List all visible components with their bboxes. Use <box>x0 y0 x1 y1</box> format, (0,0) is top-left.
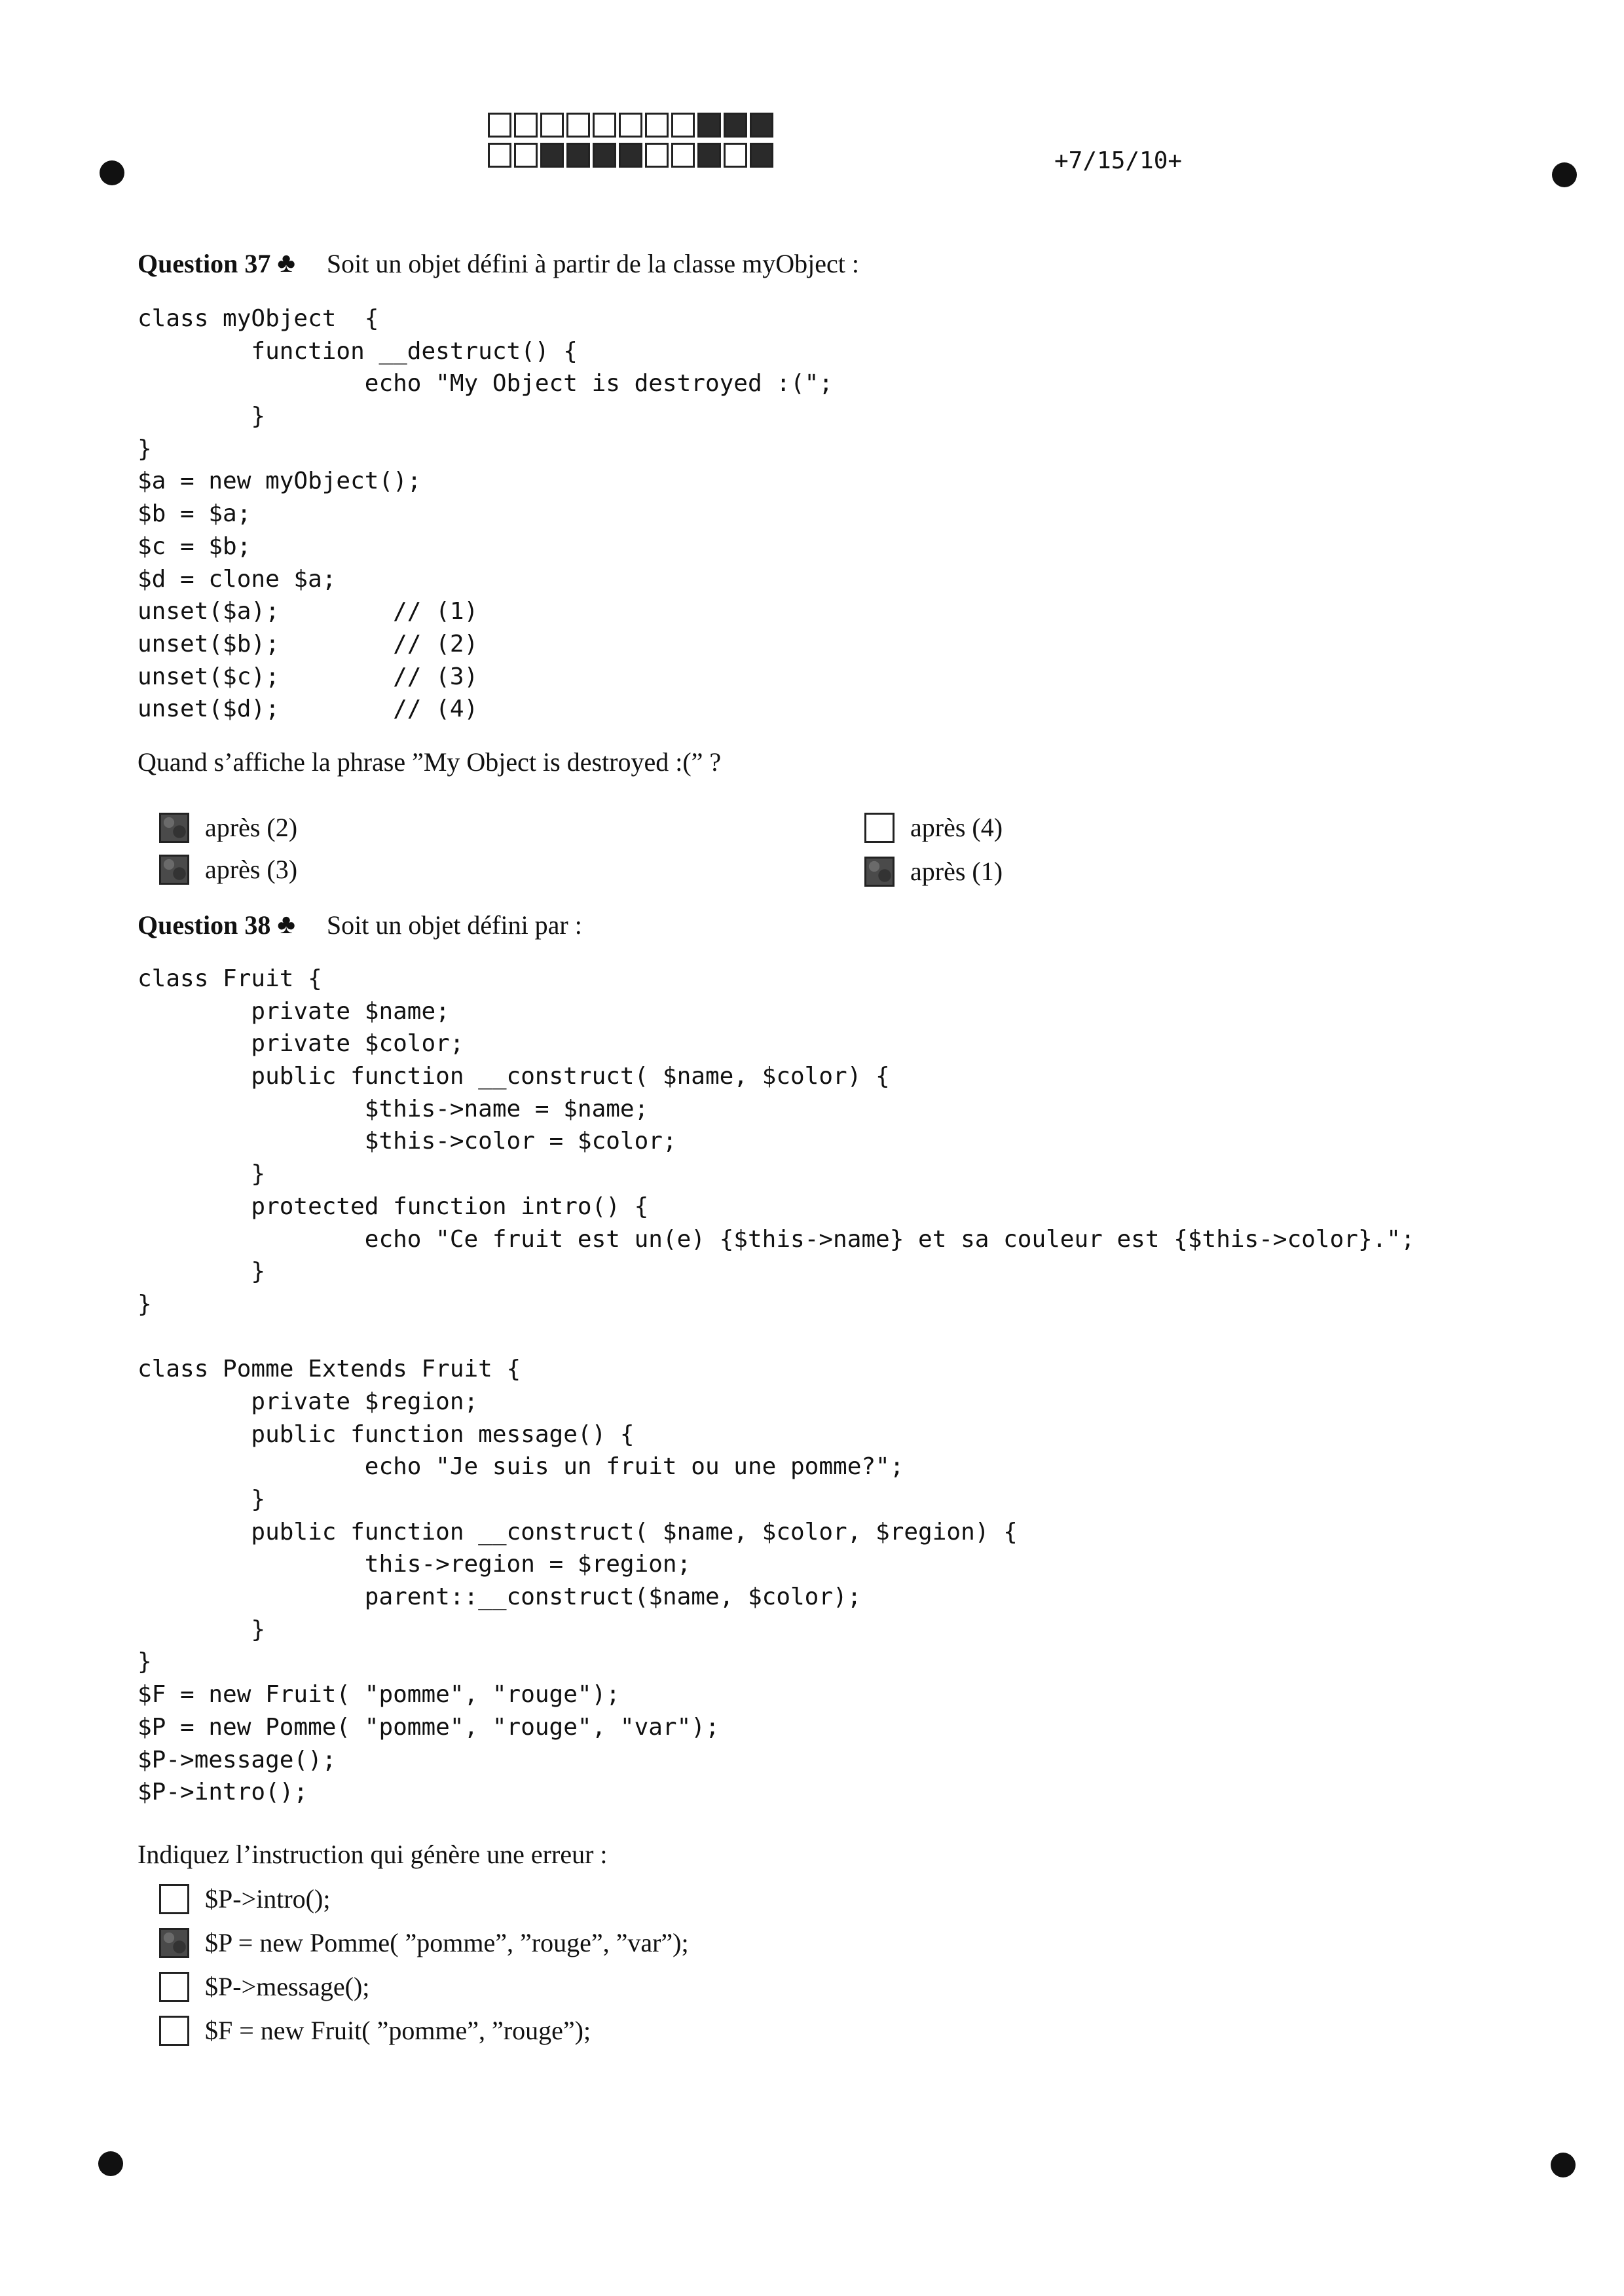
code-line: private $color; <box>138 1030 464 1058</box>
club-icon: ♣ <box>277 910 295 940</box>
answer-label: $P = new Pomme( ”pomme”, ”rouge”, ”var”); <box>205 1928 689 1957</box>
code-line: function __destruct() { <box>138 337 578 365</box>
answer-option[interactable] <box>864 856 1003 887</box>
code-line: unset($c); // (3) <box>138 663 479 690</box>
question-37-code-block <box>138 303 833 726</box>
code-line: class Pomme Extends Fruit { <box>138 1356 521 1383</box>
code-line: public function __construct( $name, $color) { <box>138 1063 890 1090</box>
barcode-cell <box>671 113 695 138</box>
code-line: $F = new Fruit( "pomme", "rouge"); <box>138 1681 620 1709</box>
club-icon: ♣ <box>277 248 295 278</box>
answer-label: après (4) <box>910 813 1003 842</box>
code-line: $b = $a; <box>138 500 251 528</box>
answer-label: $P->message(); <box>205 1972 370 2001</box>
barcode-cell <box>488 113 511 138</box>
question-38-header <box>138 909 582 940</box>
barcode-cell <box>750 113 773 138</box>
code-line: $P->message(); <box>138 1746 337 1773</box>
code-line: unset($d); // (4) <box>138 695 479 723</box>
answer-label: après (1) <box>910 857 1003 886</box>
answer-option[interactable] <box>159 1927 689 1958</box>
barcode-cell <box>593 113 616 138</box>
question-text: Soit un objet défini à partir de la classe myObject : <box>326 248 860 278</box>
question-label: Question 38 <box>138 910 271 940</box>
registration-mark-bottom-right <box>1551 2153 1576 2177</box>
answer-option[interactable] <box>159 1883 330 1914</box>
barcode-cell <box>724 143 747 168</box>
code-line: } <box>138 435 152 462</box>
barcode-cell <box>645 143 669 168</box>
code-line: } <box>138 1160 266 1188</box>
answer-checkbox[interactable] <box>159 2016 189 2046</box>
question-38-prompt: Indiquez l’instruction qui génère une erreur : <box>138 1840 608 1869</box>
code-line <box>138 1321 1415 1354</box>
answer-option[interactable] <box>159 1971 369 2002</box>
code-line: private $region; <box>138 1388 479 1415</box>
registration-mark-top-right <box>1552 162 1577 187</box>
page-barcode-row-1 <box>488 113 776 138</box>
barcode-cell <box>619 113 642 138</box>
registration-mark-bottom-left <box>98 2151 123 2176</box>
barcode-cell <box>514 113 538 138</box>
question-38-code-block <box>138 963 1415 1809</box>
barcode-cell <box>488 143 511 168</box>
barcode-cell <box>697 143 721 168</box>
barcode-cell <box>750 143 773 168</box>
code-line: } <box>138 1290 152 1318</box>
code-line: $this->color = $color; <box>138 1128 677 1155</box>
code-line: echo "My Object is destroyed :("; <box>138 370 834 398</box>
answer-label: $F = new Fruit( ”pomme”, ”rouge”); <box>205 2016 591 2045</box>
code-line: public function __construct( $name, $color, $region) { <box>138 1518 1018 1546</box>
barcode-cell <box>540 143 564 168</box>
answer-checkbox[interactable] <box>159 855 189 885</box>
code-line: private $name; <box>138 997 450 1025</box>
barcode-cell <box>619 143 642 168</box>
code-line: parent::__construct($name, $color); <box>138 1583 862 1611</box>
answer-option[interactable] <box>159 854 297 885</box>
code-line: unset($a); // (1) <box>138 598 479 625</box>
barcode-cell <box>514 143 538 168</box>
registration-mark-top-left <box>100 160 124 185</box>
barcode-cell <box>724 113 747 138</box>
barcode-cell <box>671 143 695 168</box>
barcode-cell <box>566 113 590 138</box>
barcode-cell <box>697 113 721 138</box>
code-line: $a = new myObject(); <box>138 468 422 495</box>
answer-checkbox[interactable] <box>864 857 895 887</box>
code-line: } <box>138 1616 266 1643</box>
code-line: $P->intro(); <box>138 1779 308 1806</box>
code-line: $d = clone $a; <box>138 565 337 593</box>
answer-option[interactable] <box>159 812 297 843</box>
code-line: } <box>138 403 266 430</box>
answer-checkbox[interactable] <box>159 813 189 843</box>
code-line: unset($b); // (2) <box>138 630 479 657</box>
answer-option[interactable] <box>864 812 1003 843</box>
barcode-cell <box>566 143 590 168</box>
answer-checkbox[interactable] <box>864 813 895 843</box>
code-line: } <box>138 1486 266 1513</box>
code-line: } <box>138 1258 266 1286</box>
answer-label: après (3) <box>205 855 298 884</box>
answer-checkbox[interactable] <box>159 1884 189 1914</box>
code-line: $P = new Pomme( "pomme", "rouge", "var"); <box>138 1713 720 1741</box>
answer-option[interactable] <box>159 2015 591 2046</box>
answer-label: après (2) <box>205 813 298 842</box>
code-line: $this->name = $name; <box>138 1095 649 1122</box>
question-37-header <box>138 248 859 279</box>
code-line: echo "Ce fruit est un(e) {$this->name} et sa couleur est {$this->color}."; <box>138 1225 1415 1253</box>
code-line: public function message() { <box>138 1420 635 1448</box>
code-line: $c = $b; <box>138 532 251 560</box>
barcode-cell <box>540 113 564 138</box>
answer-checkbox[interactable] <box>159 1972 189 2002</box>
code-line: class myObject { <box>138 305 379 332</box>
code-line: this->region = $region; <box>138 1551 692 1578</box>
page-identifier: +7/15/10+ <box>1054 147 1183 174</box>
code-line: class Fruit { <box>138 965 322 992</box>
code-line: protected function intro() { <box>138 1193 649 1220</box>
question-label: Question 37 <box>138 248 271 278</box>
answer-label: $P->intro(); <box>205 1884 331 1914</box>
answer-checkbox[interactable] <box>159 1928 189 1958</box>
code-line: } <box>138 1648 152 1676</box>
barcode-cell <box>645 113 669 138</box>
barcode-cell <box>593 143 616 168</box>
code-line: echo "Je suis un fruit ou une pomme?"; <box>138 1453 904 1481</box>
question-37-prompt: Quand s’affiche la phrase ”My Object is destroyed :(” ? <box>138 747 722 777</box>
question-text: Soit un objet défini par : <box>326 910 582 940</box>
page-barcode-row-2 <box>488 143 776 168</box>
